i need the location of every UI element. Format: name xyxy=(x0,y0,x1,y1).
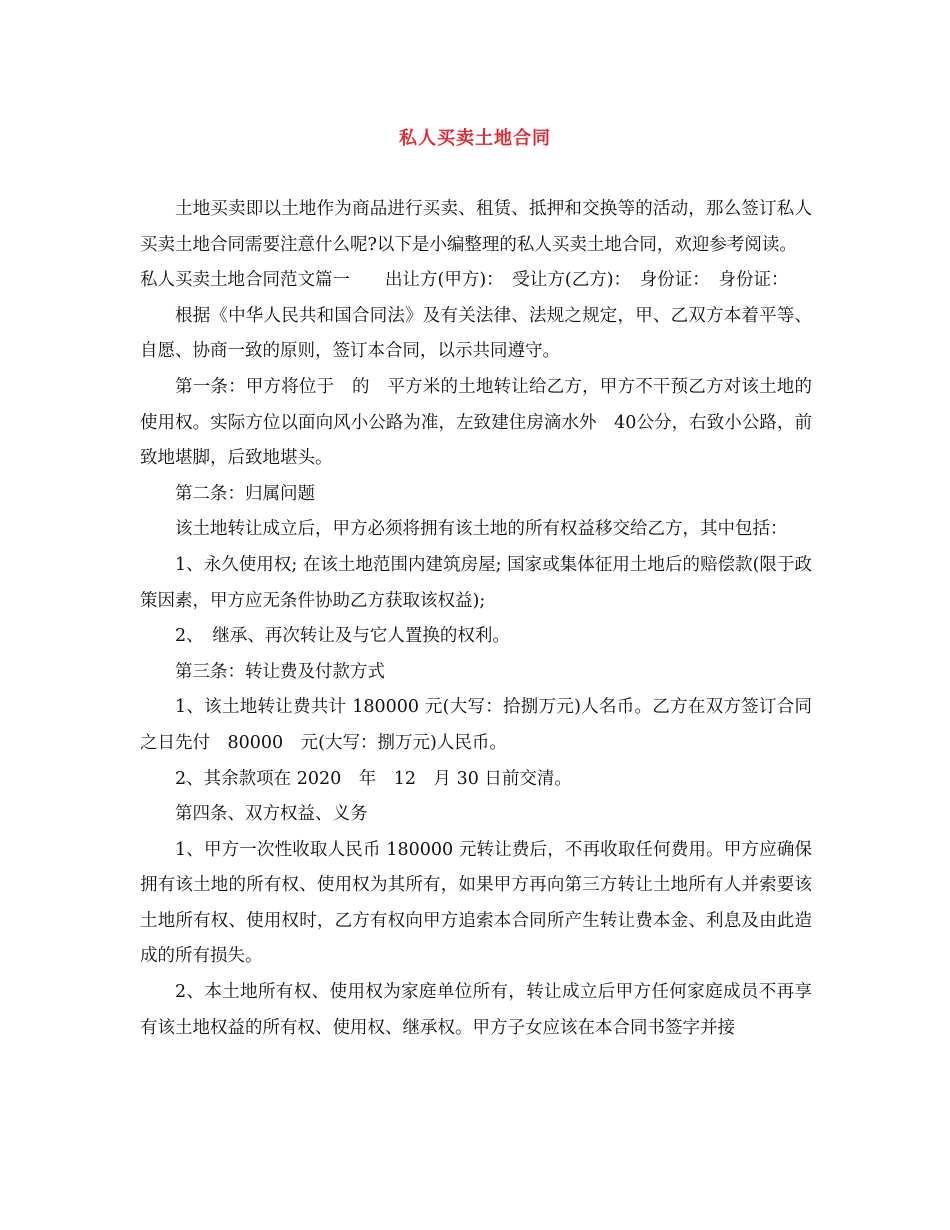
paragraph: 第三条：转让费及付款方式 xyxy=(175,661,385,682)
paragraph: 私人买卖土地合同范文篇一 出让方(甲方)： 受让方(乙方)： 身份证： 身份证： xyxy=(140,270,789,291)
paragraph: 1、该土地转让费共计 180000 元(大写：拾捌万元)人名币。乙方在双方签订合同之日先付 80000 元(大写：捌万元)人民币。 xyxy=(140,697,812,753)
paragraph: 2、 继承、再次转让及与它人置换的权利。 xyxy=(175,626,510,647)
paragraph: 第二条：归属问题 xyxy=(175,483,315,504)
paragraph: 土地买卖即以土地作为商品进行买卖、租赁、抵押和交换等的活动，那么签订私人买卖土地合同需要注意什么呢?以下是小编整理的私人买卖土地合同，欢迎参考阅读。 xyxy=(140,199,812,255)
paragraph: 2、其余款项在 2020 年 12 月 30 日前交清。 xyxy=(175,768,572,789)
paragraph: 2、本土地所有权、使用权为家庭单位所有，转让成立后甲方任何家庭成员不再享有该土地权益的所有权、使用权、继承权。甲方子女应该在本合同书签字并接 xyxy=(140,982,812,1038)
paragraph: 第一条：甲方将位于 的 平方米的土地转让给乙方，甲方不干预乙方对该土地的使用权。实际方位以面向风小公路为准，左致建住房滴水外 40公分，右致小公路，前致地堪脚，后致地堪头。 xyxy=(140,376,812,469)
document-body xyxy=(140,192,812,1046)
paragraph: 1、永久使用权; 在该土地范围内建筑房屋; 国家或集体征用土地后的赔偿款(限于政策因素，甲方应无条件协助乙方获取该权益); xyxy=(140,554,812,611)
paragraph: 根据《中华人民共和国合同法》及有关法律、法规之规定，甲、乙双方本着平等、自愿、协商一致的原则，签订本合同，以示共同遵守。 xyxy=(140,305,812,362)
document-title: 私人买卖土地合同 xyxy=(399,128,551,149)
paragraph: 该土地转让成立后，甲方必须将拥有该土地的所有权益移交给乙方，其中包括： xyxy=(175,519,788,540)
paragraph: 第四条、双方权益、义务 xyxy=(175,804,368,825)
paragraph: 1、甲方一次性收取人民币 180000 元转让费后，不再收取任何费用。甲方应确保拥有该土地的所有权、使用权为其所有，如果甲方再向第三方转让土地所有人并索要该土地所有权、使用权时，乙方有权向甲方追索本合同所产生转让费本金、利息及由此造成的所有损失。 xyxy=(140,839,812,967)
